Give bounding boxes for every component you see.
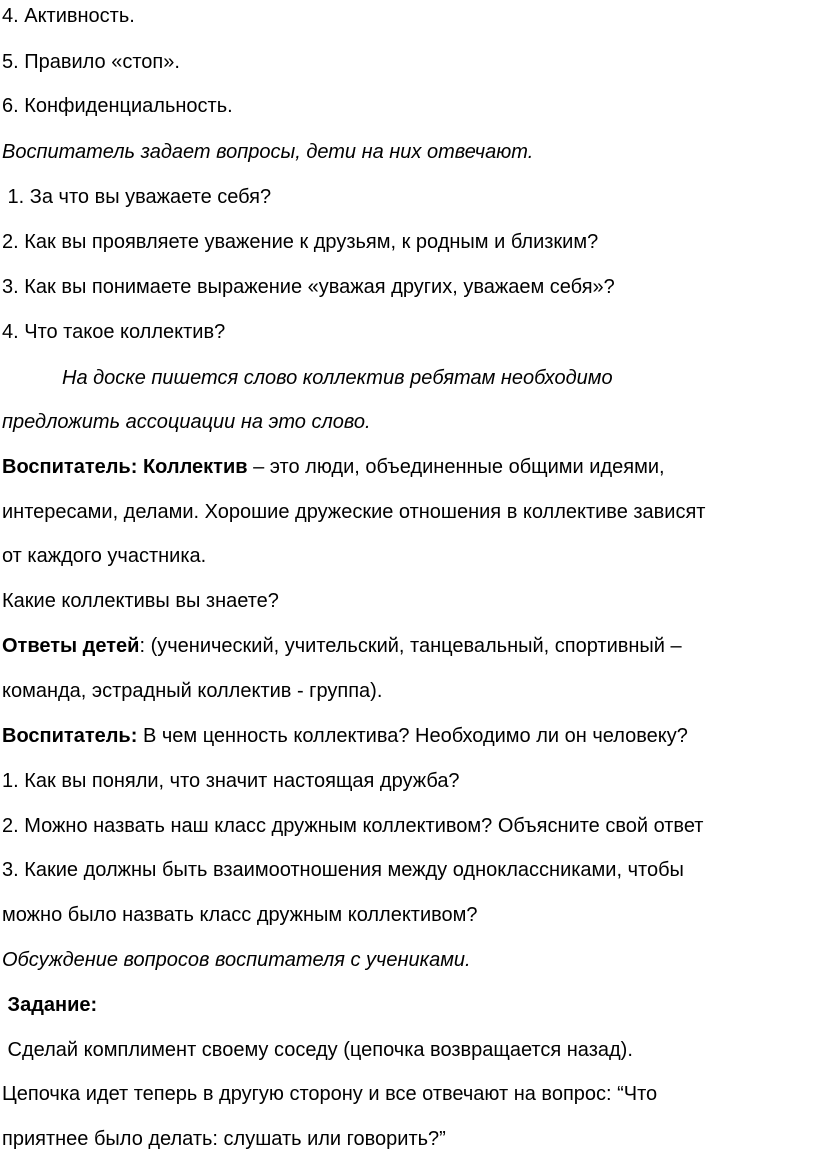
list-item-confidentiality: 6. Конфиденциальность. <box>2 95 233 117</box>
discussion-question-3-cont: можно было назвать класс дружным коллективом? <box>2 904 478 926</box>
question-2: 2. Как вы проявляете уважение к друзьям, к родным и близким? <box>2 231 599 253</box>
list-item-stop-rule: 5. Правило «стоп». <box>2 51 180 73</box>
teacher-definition: Воспитатель: Коллектив – это люди, объединенные общими идеями, <box>2 456 665 478</box>
task-chain-cont: приятнее было делать: слушать или говорить?” <box>2 1128 446 1150</box>
discussion-question-2: 2. Можно назвать наш класс дружным коллективом? Объясните свой ответ <box>2 815 704 837</box>
discussion-question-1: 1. Как вы поняли, что значит настоящая дружба? <box>2 770 460 792</box>
instruction-board-cont: предложить ассоциации на это слово. <box>2 411 371 433</box>
speaker-label: Ответы детей <box>2 635 140 657</box>
question-collectives: Какие коллективы вы знаете? <box>2 590 279 612</box>
list-item-activity: 4. Активность. <box>2 5 135 27</box>
speaker-label: Воспитатель: <box>2 725 138 747</box>
instruction-questions: Воспитатель задает вопросы, дети на них отвечают. <box>2 141 534 163</box>
question-4: 4. Что такое коллектив? <box>2 321 226 343</box>
speaker-label: Воспитатель: Коллектив <box>2 456 248 478</box>
question-3: 3. Как вы понимаете выражение «уважая других, уважаем себя»? <box>2 276 615 298</box>
task-heading: Задание: <box>2 994 98 1016</box>
children-answers: Ответы детей: (ученический, учительский, танцевальный, спортивный – <box>2 635 682 657</box>
task-chain: Цепочка идет теперь в другую сторону и все отвечают на вопрос: “Что <box>2 1083 658 1105</box>
definition-cont: интересами, делами. Хорошие дружеские отношения в коллективе зависят <box>2 501 706 523</box>
task-compliment: Сделай комплимент своему соседу (цепочка возвращается назад). <box>2 1039 633 1061</box>
definition-end: от каждого участника. <box>2 545 207 567</box>
instruction-board: На доске пишется слово коллектив ребятам необходимо <box>62 367 613 389</box>
children-answers-cont: команда, эстрадный коллектив - группа). <box>2 680 383 702</box>
teacher-question: Воспитатель: В чем ценность коллектива? Необходимо ли он человеку? <box>2 725 688 747</box>
question-1: 1. За что вы уважаете себя? <box>2 186 272 208</box>
discussion-question-3: 3. Какие должны быть взаимоотношения между одноклассниками, чтобы <box>2 859 684 881</box>
instruction-discussion: Обсуждение вопросов воспитателя с учениками. <box>2 949 471 971</box>
